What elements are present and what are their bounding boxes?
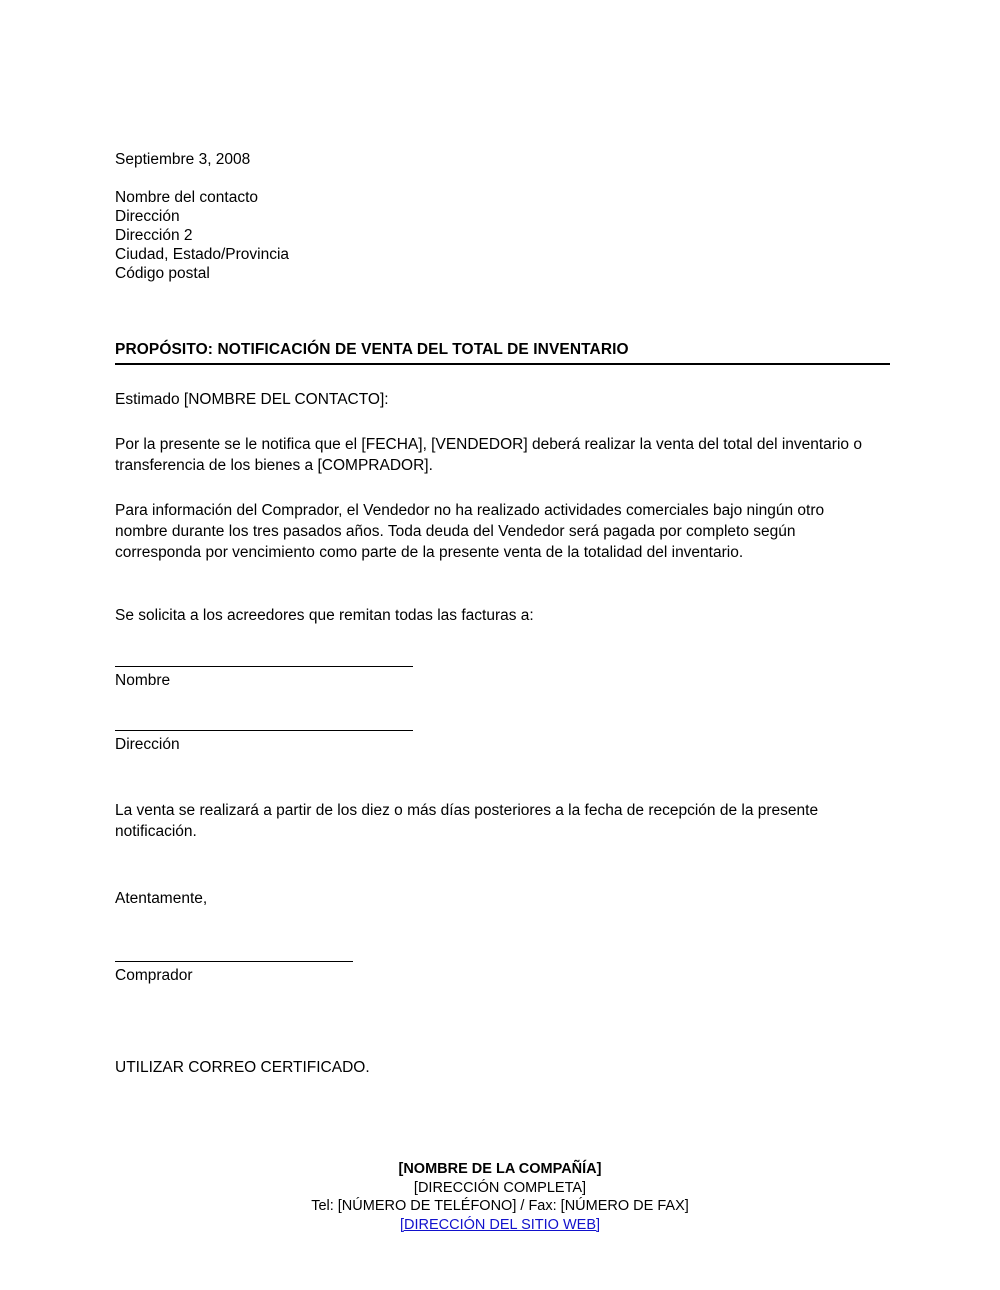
paragraph-3: Se solicita a los acreedores que remitan todas las facturas a: [115,607,534,624]
paragraph-1: Por la presente se le notifica que el [FECHA], [VENDEDOR] deberá realizar la venta del total del inventario o transferencia de los bienes a [COMPRADOR]. [115,436,862,474]
recipient-line-2: Dirección [115,208,180,225]
recipient-line-4: Ciudad, Estado/Provincia [115,246,290,263]
footer-website-text: DIRECCIÓN DEL SITIO WEB [403,1216,596,1233]
field-nombre-rule [115,666,413,667]
recipient-line-5: Código postal [115,265,210,282]
field-nombre [115,666,890,690]
page-footer [0,1160,1000,1234]
footer-address: [DIRECCIÓN COMPLETA] [413,1179,587,1196]
recipient-line-3: Dirección 2 [115,227,193,244]
footer-phone-fax: Tel: [NÚMERO DE TELÉFONO] / Fax: [NÚMERO DE FAX] [311,1198,689,1214]
field-direccion-label: Dirección [115,736,180,753]
footer-website-bracket-open: [ [399,1216,404,1233]
letter-date: Septiembre 3, 2008 [115,151,251,168]
recipient-address-block [115,188,890,283]
footer-website-bracket-close: ] [596,1216,601,1233]
letter-body [115,150,890,1078]
subject-heading: PROPÓSITO: NOTIFICACIÓN DE VENTA DEL TOTAL DE INVENTARIO [115,341,890,365]
paragraph-2: Para información del Comprador, el Vendedor no ha realizado actividades comerciales bajo ningún otro nombre durante los tres pasados años. Toda deuda del Vendedor será pagada por completo según corresponda por vencimiento como parte de la presente venta de la totalidad del inventario. [115,502,825,561]
field-nombre-label: Nombre [115,672,171,689]
signoff: Atentamente, [115,890,208,907]
field-direccion-rule [115,730,413,731]
footer-company-name: [NOMBRE DE LA COMPAÑÍA] [398,1161,602,1177]
signature-rule [115,961,353,962]
recipient-line-1: Nombre del contacto [115,189,259,206]
footer-website-line [0,1216,1000,1235]
signature-block [115,961,890,985]
signature-label: Comprador [115,967,193,984]
mailing-notice: UTILIZAR CORREO CERTIFICADO. [115,1059,370,1076]
closing-paragraph: La venta se realizará a partir de los diez o más días posteriores a la fecha de recepción de la presente notificación. [115,802,819,840]
salutation: Estimado [NOMBRE DEL CONTACTO]: [115,391,389,408]
field-direccion [115,730,890,754]
footer-website-link[interactable] [400,1217,600,1233]
